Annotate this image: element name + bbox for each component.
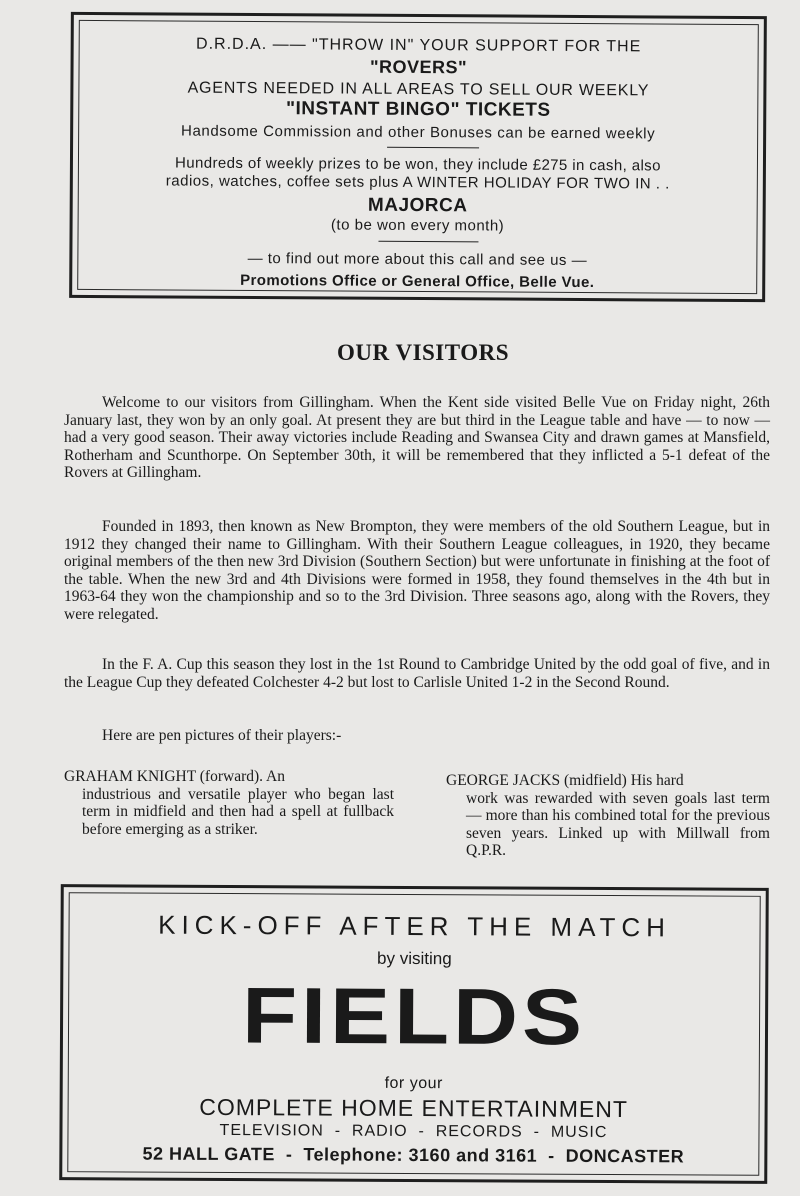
advert-agents-needed: AGENTS NEEDED IN ALL AREAS TO SELL OUR WEEKLY xyxy=(187,79,650,100)
player-profile xyxy=(64,768,394,838)
advert-prizes: Hundreds of weekly prizes to be won, they include £275 in cash, also xyxy=(175,154,661,175)
advert-office: Promotions Office or General Office, Belle Vue. xyxy=(240,271,595,292)
fields-advert xyxy=(59,884,769,1184)
article-paragraph: Here are pen pictures of their players:- xyxy=(102,727,342,744)
article-paragraph: Founded in 1893, then known as New Brompton, they were members of the old Southern League, but in 1912 they changed their name to Gillingham. With their Southern League colleagues, in 1920, they became original members of the then new 3rd Division (Southern Section) but were unfortunate in finishing at the foot of the table. When the new 3rd and 4th Divisions were formed in 1958, they found themselves in the 4th but in 1963-64 they won the championship and so to the 3rd Division. Three seasons ago, along with the Rovers, they were relegated. xyxy=(64,518,770,623)
advert-majorca: MAJORCA xyxy=(367,194,468,217)
divider xyxy=(387,147,479,149)
player-profile-text: industrious and versatile player who began last term in midfield and then had a spell at fullback before emerging as a striker. xyxy=(82,785,394,838)
bingo-advert-inner-border xyxy=(77,20,759,294)
fields-advert-inner-border xyxy=(67,892,760,1176)
divider xyxy=(378,241,478,243)
player-profile xyxy=(446,772,770,860)
article-paragraph: In the F. A. Cup this season they lost in the 1st Round to Cambridge United by the odd goal of five, and in the League Cup they defeated Colchester 4-2 but lost to Carlisle United 1-2 in the Second Round. xyxy=(64,656,770,691)
bingo-advert xyxy=(69,12,767,302)
article-heading: OUR VISITORS xyxy=(337,340,509,365)
advert-by-visiting: by visiting xyxy=(377,948,452,969)
advert-entertainment: COMPLETE HOME ENTERTAINMENT xyxy=(199,1093,629,1123)
player-profile-text: work was rewarded with seven goals last term — more than his combined total for the previous seven years. Linked up with Millwall from Q.P.R. xyxy=(466,789,770,859)
fields-logo: FIELDS xyxy=(241,972,587,1062)
article-paragraph: Welcome to our visitors from Gillingham. When the Kent side visited Belle Vue on Friday night, 26th January last, they won by an only goal. At present they are but third in the League table and have — to now — had a very good season. Their away victories include Reading and Swansea City and drawn games at Mansfield, Rotherham and Scunthorpe. On September 30th, it will be remembered that they inflicted a 5-1 defeat of the Rovers at Gillingham. xyxy=(64,394,770,481)
player-profile-lead: GEORGE JACKS (midfield) His hard xyxy=(446,772,684,789)
advert-find-out: — to find out more about this call and see us — xyxy=(247,249,588,270)
advert-commission: Handsome Commission and other Bonuses can be earned weekly xyxy=(180,122,656,143)
advert-instant-bingo: "INSTANT BINGO" TICKETS xyxy=(285,98,551,121)
advert-address: 52 HALL GATE - Telephone: 3160 and 3161 - DONCASTER xyxy=(142,1143,685,1167)
advert-every-month: (to be won every month) xyxy=(330,216,505,235)
advert-rovers: "ROVERS" xyxy=(369,56,468,78)
advert-product-list: TELEVISION - RADIO - RECORDS - MUSIC xyxy=(219,1121,608,1142)
advert-kick-off: KICK-OFF AFTER THE MATCH xyxy=(158,909,672,943)
advert-headline: D.R.D.A. —— "THROW IN" YOUR SUPPORT FOR THE xyxy=(196,35,642,56)
advert-prizes-cont: radios, watches, coffee sets plus A WINTER HOLIDAY FOR TWO IN . . xyxy=(165,172,670,193)
player-profile-lead: GRAHAM KNIGHT (forward). An xyxy=(64,768,285,785)
advert-for-your: for your xyxy=(384,1074,443,1093)
